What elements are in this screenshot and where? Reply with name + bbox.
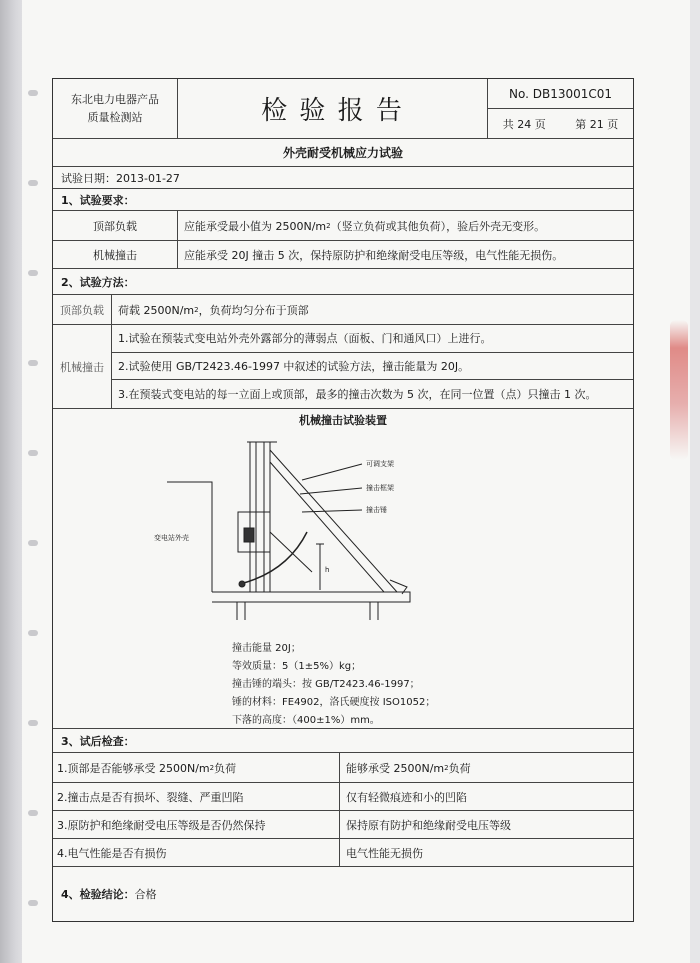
org-cell (53, 79, 177, 138)
page-number: 第 21 页 (575, 117, 619, 131)
post-check-question: 2.撞击点是否有损坏、裂缝、严重凹陷 (57, 790, 244, 804)
post-check-row (53, 783, 633, 811)
requirements-heading: 1、试验要求： (61, 193, 135, 207)
apparatus-notes (232, 640, 512, 730)
label-substation-housing: 变电站外壳 (154, 534, 189, 542)
method-heading-row (53, 269, 633, 295)
conclusion-value: 合格 (134, 888, 157, 901)
test-name-row (53, 139, 633, 167)
note-line: 下落的高度：（400±1%）mm。 (232, 715, 380, 726)
org-name-line2: 质量检测站 (87, 110, 143, 124)
note-line: 锤的材料：FE4902，洛氏硬度按 ISO1052； (232, 697, 436, 708)
test-date: 试验日期：2013-01-27 (61, 171, 180, 185)
conclusion (61, 867, 621, 921)
method-impact-steps (111, 325, 633, 408)
conclusion-heading: 4、检验结论： (61, 888, 135, 901)
post-check-row (53, 811, 633, 839)
impact-test-apparatus-diagram (152, 422, 482, 632)
note-line: 撞击能量 20J； (232, 643, 301, 654)
post-check-heading-row (53, 729, 633, 753)
post-check-answer: 仅有轻微痕迹和小的凹陷 (339, 783, 633, 810)
post-check-row (53, 753, 633, 783)
header-row (53, 79, 633, 139)
requirements-heading-row (53, 189, 633, 211)
method-heading: 2、试验方法： (61, 275, 135, 289)
requirement-name: 顶部负载 (93, 219, 137, 233)
label-impact-frame: 撞击框架 (366, 484, 394, 492)
method-top-load-name: 顶部负载 (60, 303, 104, 317)
note-line: 撞击锤的端头：按 GB/T2423.46-1997； (232, 679, 420, 690)
total-pages: 共 24 页 (502, 117, 546, 131)
requirement-name: 机械撞击 (93, 248, 137, 262)
requirement-text: 应能承受 20J 撞击 5 次，保持原防护和绝缘耐受电压等级，电气性能无损伤。 (177, 241, 633, 268)
report-title: 检 验 报 告 (261, 96, 404, 126)
post-check-heading: 3、试后检查： (61, 734, 135, 748)
impact-hammer (239, 581, 245, 587)
post-check-question: 1.顶部是否能够承受 2500N/m 2 负荷 (57, 761, 237, 775)
method-impact-name: 机械撞击 (60, 360, 104, 374)
impact-step: 3.在预装式变电站的每一立面上或顶部，最多的撞击次数为 5 次，在同一位置（点）只撞击 1 次。 (118, 388, 597, 402)
conclusion-row (53, 867, 633, 921)
note-line: 等效质量：5（1±5%）kg； (232, 661, 362, 672)
report-page (22, 0, 690, 963)
label-height: h (325, 566, 330, 574)
post-check-question: 4.电气性能是否有损伤 (57, 846, 167, 860)
binding-holes (28, 0, 42, 963)
org-name-line1: 东北电力电器产品 (71, 92, 159, 106)
post-check-question: 3.原防护和绝缘耐受电压等级是否仍然保持 (57, 818, 266, 832)
report-info-cell (487, 79, 633, 138)
impact-step: 2.试验使用 GB/T2423.46-1997 中叙述的试验方法，撞击能量为 20J。 (112, 353, 633, 381)
method-top-load-text: 荷载 2500N/m 2 ，负荷均匀分布于顶部 (111, 295, 633, 324)
requirement-text: 应能承受最小值为 2500N/m 2 （竖立负荷或其他负荷），验后外壳无变形。 (177, 211, 633, 240)
post-check-answer: 能够承受 2500N/m 2 负荷 (339, 753, 633, 782)
label-adjustable-bracket: 可调支架 (366, 460, 394, 468)
method-impact-row (53, 325, 633, 409)
report-number: No. DB13001C01 (488, 79, 633, 109)
test-name: 外壳耐受机械应力试验 (282, 146, 403, 160)
post-check-answer: 电气性能无损伤 (339, 839, 633, 866)
requirement-row (53, 211, 633, 241)
label-impact-hammer: 撞击锤 (366, 506, 387, 514)
impact-step: 1.试验在预装式变电站外壳外露部分的薄弱点（面板、门和通风口）上进行。 (112, 325, 633, 353)
post-check-answer: 保持原有防护和绝缘耐受电压等级 (339, 811, 633, 838)
impact-frame (250, 442, 270, 592)
title-cell (177, 79, 487, 138)
red-seal-edge (670, 320, 688, 460)
requirement-row (53, 241, 633, 269)
test-date-row (53, 167, 633, 189)
diagram-title: 机械撞击试验装置 (299, 414, 387, 427)
method-top-load-row (53, 295, 633, 325)
post-check-row (53, 839, 633, 867)
